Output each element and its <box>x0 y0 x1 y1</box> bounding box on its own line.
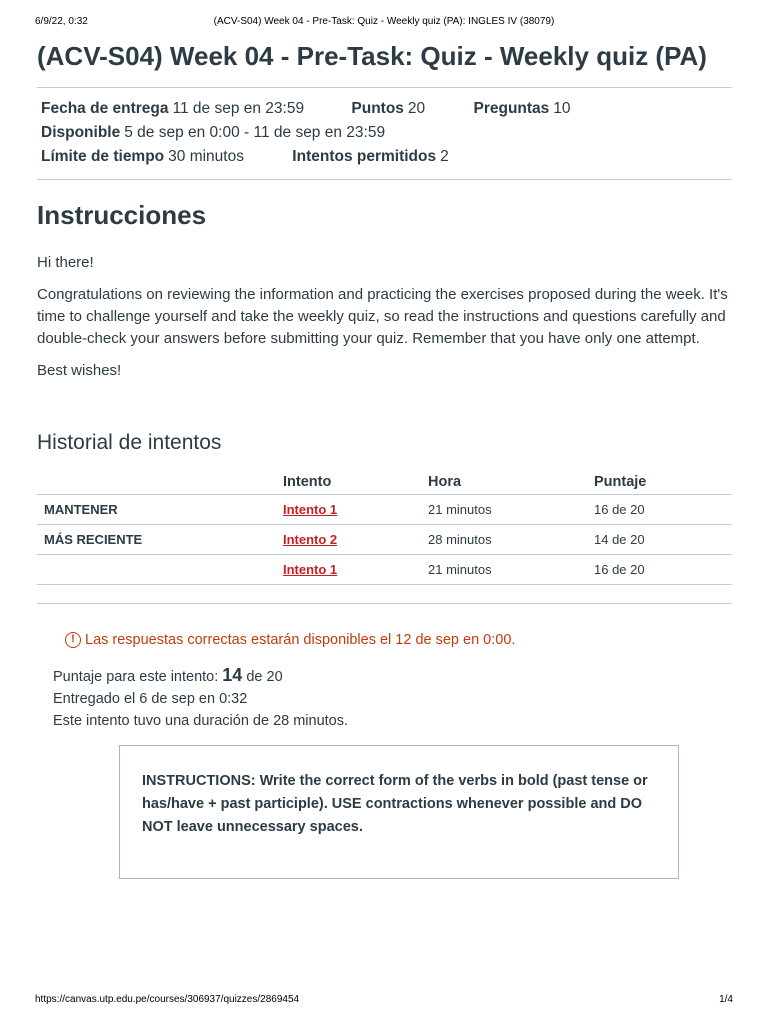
attempt-link[interactable]: Intento 1 <box>283 501 338 517</box>
section-divider <box>37 603 732 604</box>
attempt-tag <box>37 554 283 584</box>
time-limit-value: 30 minutos <box>168 148 244 165</box>
questions-label: Preguntas <box>473 100 550 117</box>
quiz-content <box>37 36 732 879</box>
time-limit <box>41 145 244 169</box>
attempt-score: 16 de 20 <box>594 494 732 524</box>
due-date-value: 11 de sep en 23:59 <box>172 100 305 117</box>
score-prefix: Puntaje para este intento: <box>53 668 219 685</box>
score-suffix: de 20 <box>246 668 283 685</box>
submitted-line: Entregado el 6 de sep en 0:32 <box>53 690 248 707</box>
print-date: 6/9/22, 0:32 <box>35 16 88 27</box>
attempt-score: 14 de 20 <box>594 524 732 554</box>
available-value: 5 de sep en 0:00 - 11 de sep en 23:59 <box>124 124 386 141</box>
due-date-label: Fecha de entrega <box>41 100 169 117</box>
history-heading: Historial de intentos <box>37 431 222 454</box>
attempt-result <box>53 664 732 732</box>
column-header <box>37 468 283 494</box>
print-header <box>35 16 733 30</box>
instructions-heading: Instrucciones <box>37 200 207 230</box>
instructions-body <box>37 252 732 382</box>
attempt-time: 28 minutos <box>428 524 594 554</box>
column-header: Intento <box>283 468 428 494</box>
time-limit-label: Límite de tiempo <box>41 148 165 165</box>
score-line <box>53 664 732 688</box>
attempt-score: 16 de 20 <box>594 554 732 584</box>
duration-line: Este intento tuvo una duración de 28 minutos. <box>53 712 349 729</box>
instructions-paragraph: Hi there! <box>37 254 94 271</box>
quiz-meta <box>37 87 732 180</box>
attempt-cell <box>283 494 428 524</box>
page-number: 1/4 <box>719 994 733 1005</box>
attempts-table <box>37 468 732 585</box>
attempt-link[interactable]: Intento 2 <box>283 531 338 547</box>
column-header: Puntaje <box>594 468 732 494</box>
answers-alert <box>65 632 732 648</box>
attempt-link[interactable]: Intento 1 <box>283 561 338 577</box>
questions <box>473 97 570 121</box>
print-footer <box>35 994 733 1008</box>
meta-row-2 <box>41 121 732 145</box>
attempt-tag: MANTENER <box>37 494 283 524</box>
meta-row-1 <box>41 97 732 121</box>
instructions-paragraph: Congratulations on reviewing the information and practicing the exercises proposed during the week. It's time to challenge yourself and take the weekly quiz, so read the instructions and questions carefully and double-check your answers before submitting your quiz. Remember that you have only one attempt. <box>37 286 728 347</box>
attempt-time: 21 minutos <box>428 554 594 584</box>
attempts-allowed <box>292 145 448 169</box>
table-header-row <box>37 468 732 494</box>
print-url: https://canvas.utp.edu.pe/courses/306937/quizzes/2869454 <box>35 994 300 1005</box>
question-instructions-text: INSTRUCTIONS: Write the correct form of the verbs in bold (past tense or has/have + past participle). USE contractions whenever possible and DO NOT leave unnecessary spaces. <box>142 772 648 835</box>
table-row <box>37 494 732 524</box>
points-label: Puntos <box>351 100 404 117</box>
column-header: Hora <box>428 468 594 494</box>
due-date <box>41 97 304 121</box>
available <box>41 121 385 145</box>
print-title: (ACV-S04) Week 04 - Pre-Task: Quiz - Weekly quiz (PA): INGLES IV (38079) <box>213 16 555 27</box>
alert-text: Las respuestas correctas estarán disponibles el 12 de sep en 0:00. <box>85 631 516 648</box>
questions-value: 10 <box>553 100 571 117</box>
score-value: 14 <box>222 664 243 685</box>
table-row <box>37 554 732 584</box>
attempt-cell <box>283 524 428 554</box>
page-title: (ACV-S04) Week 04 - Pre-Task: Quiz - Weekly quiz (PA) <box>37 41 707 71</box>
available-label: Disponible <box>41 124 121 141</box>
question-instructions-box <box>119 745 679 879</box>
attempts-allowed-label: Intentos permitidos <box>292 148 437 165</box>
attempt-cell <box>283 554 428 584</box>
meta-row-3 <box>41 145 732 169</box>
instructions-paragraph: Best wishes! <box>37 362 122 379</box>
exclamation-circle-icon: ! <box>65 632 81 648</box>
attempt-tag: MÁS RECIENTE <box>37 524 283 554</box>
attempts-allowed-value: 2 <box>440 148 449 165</box>
points <box>351 97 425 121</box>
attempt-time: 21 minutos <box>428 494 594 524</box>
table-row <box>37 524 732 554</box>
points-value: 20 <box>407 100 426 117</box>
